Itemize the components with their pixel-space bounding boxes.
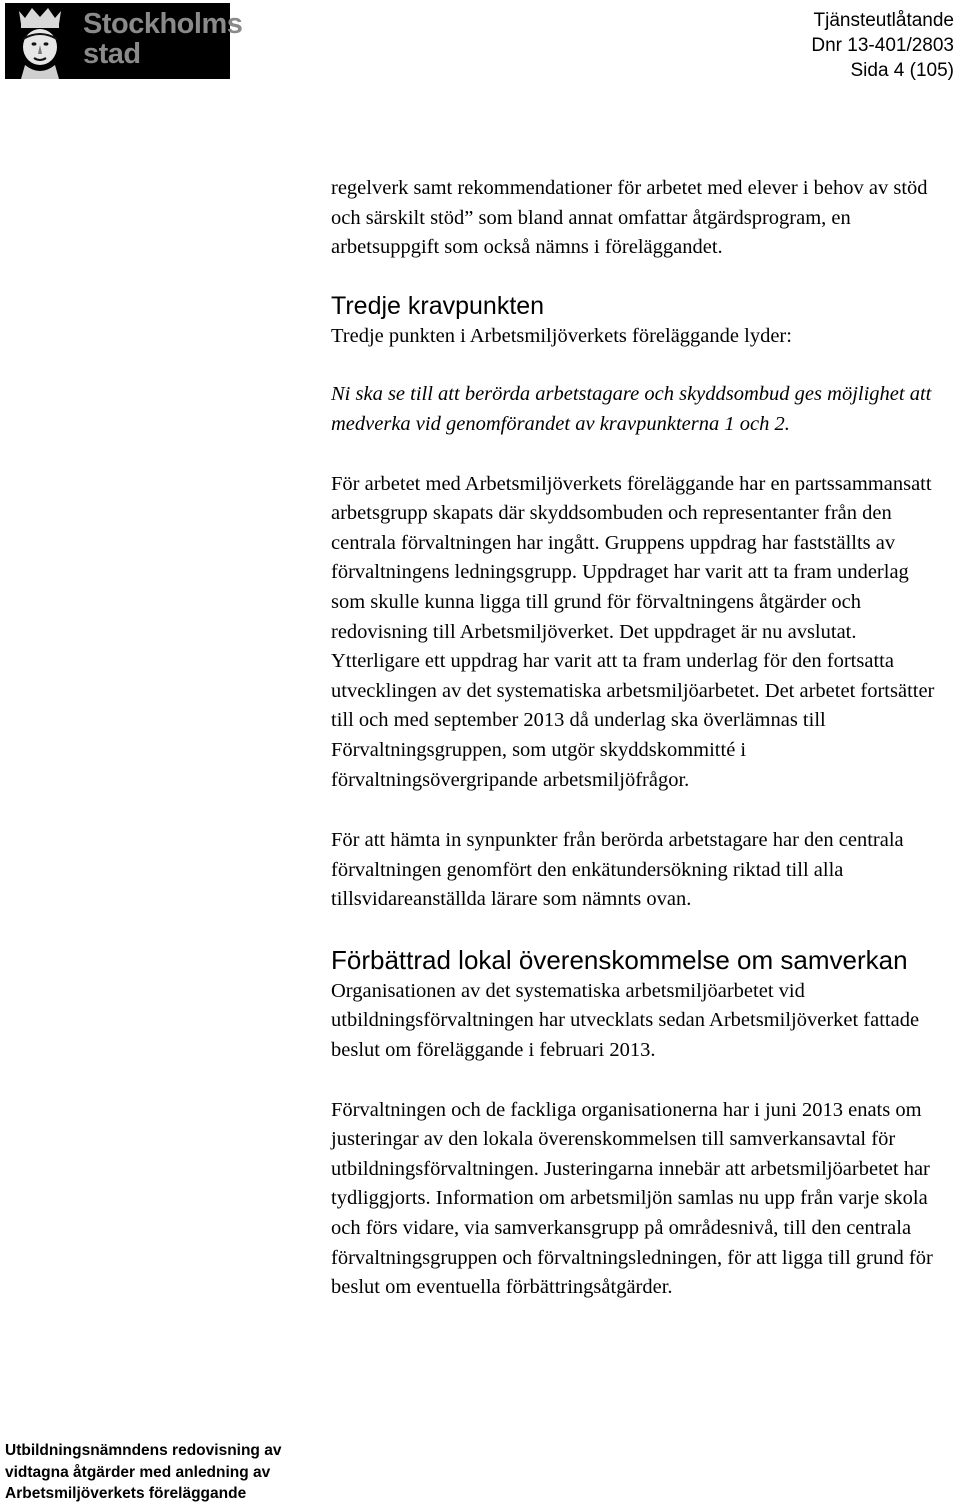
diary-number: Dnr 13-401/2803: [811, 35, 954, 56]
stockholms-stad-logo: [5, 3, 243, 79]
paragraph-intro: regelverk samt rekommendationer för arbetet med elever i behov av stöd och särskilt stöd” som bland annat omfattar åtgärdsprogram, en arbetsuppgift som också nämns i föreläggandet.: [331, 177, 928, 259]
page-number: Sida 4 (105): [850, 60, 954, 81]
heading-forbattrad-overenskommelse: Förbättrad lokal överenskommelse om samverkan: [331, 944, 908, 975]
heading-tredje-kravpunkten: Tredje kravpunkten: [331, 291, 545, 320]
paragraph-organisationen: Organisationen av det systematiska arbetsmiljöarbetet vid utbildningsförvaltningen har utvecklats sedan Arbetsmiljöverket fattade beslut om föreläggande i februari 2013.: [331, 979, 920, 1062]
logo-text-stad: stad: [83, 38, 141, 70]
footer-line: Arbetsmiljöverkets föreläggande: [5, 1485, 247, 1502]
paragraph-synpunkter: För att hämta in synpunkter från berörda arbetstagare har den centrala förvaltningen genomfört den enkätundersökning riktad till alla tillsvidareanställda lärare som nämnts ovan.: [331, 829, 904, 911]
quote-forelaggande: Ni ska se till att berörda arbetstagare och skyddsombud ges möjlighet att medverka vid genomförandet av kravpunkterna 1 och 2.: [331, 383, 932, 435]
document-body: [331, 174, 946, 1303]
footer-line: vidtagna åtgärder med anledning av: [5, 1463, 271, 1481]
logo-text-stockholms: Stockholms: [83, 8, 243, 40]
city-crest-icon: [5, 3, 75, 79]
paragraph-forvaltningen: Förvaltningen och de fackliga organisationerna har i juni 2013 enats om justeringar av den lokala överenskommelsen till samverkansavtal för utbildningsförvaltningen. Justeringarna innebär att arbetsmiljöarbetet har tydliggjorts. Information om arbetsmiljön samlas nu upp från varje skola och förs vidare, via samverkansgrupp på områdesnivå, till den centrala förvaltningsgruppen och förvaltningsledningen, för att ligga till grund för beslut om eventuella förbättringsåtgärder.: [331, 1098, 933, 1299]
document-type: Tjänsteutlåtande: [813, 10, 954, 31]
paragraph-arbetsgrupp: För arbetet med Arbetsmiljöverkets föreläggande har en partssammansatt arbetsgrupp skapats där skyddsombuden och representanter från den centrala förvaltningen har ingått. Gruppens uppdrag har fastställts av förvaltningens ledningsgrupp. Uppdraget har varit att ta fram underlag som skulle kunna ligga till grund för förvaltningens åtgärder och redovisning till Arbetsmiljöverket. Det uppdraget är nu avslutat. Ytterligare ett uppdrag har varit att ta fram underlag för den fortsatta utvecklingen av det systematiska arbetsmiljöarbetet. Det arbetet fortsätter till och med september 2013 då underlag ska överlämnas till Förvaltningsgruppen, som utgör skyddskommitté i förvaltningsövergripande arbetsmiljöfrågor.: [331, 472, 935, 791]
document-footer: [5, 1440, 281, 1505]
footer-line: Utbildningsnämndens redovisning av: [5, 1442, 282, 1459]
paragraph-tredje-lead: Tredje punkten i Arbetsmiljöverkets föreläggande lyder:: [331, 324, 792, 347]
document-header: [811, 8, 954, 83]
